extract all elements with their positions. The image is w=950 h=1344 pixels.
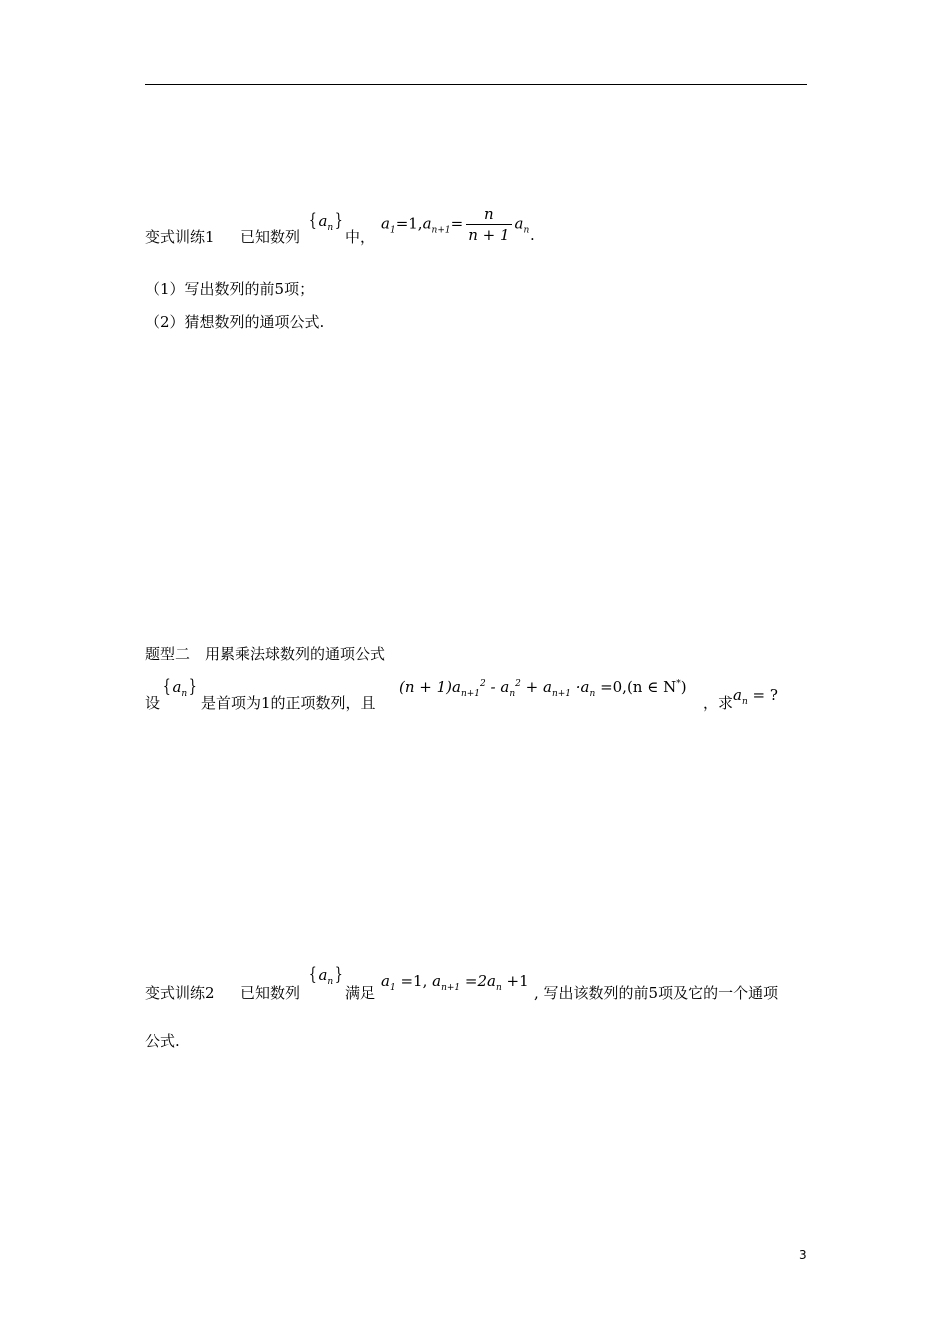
- exercise2-tail: , 写出该数列的前5项及它的一个通项: [534, 984, 779, 1002]
- section2-lead: 设: [145, 694, 161, 712]
- section2-ask-var: $a_n$ = ?: [733, 686, 778, 707]
- section2-title: 题型二 用累乘法球数列的通项公式: [145, 645, 386, 663]
- exercise2-lead: 已知数列: [240, 984, 301, 1002]
- exercise2-formula: $a_1 =1$, $a_{n+1} =2a_n +1$: [381, 972, 529, 993]
- exercise1-fraction: $\frac{n}{n + 1}$: [468, 205, 510, 244]
- page-number: 3: [799, 1248, 807, 1262]
- header-rule: [145, 84, 807, 85]
- exercise1-question1: （1）写出数列的前5项；: [145, 280, 315, 298]
- exercise1-end: .: [530, 226, 535, 244]
- section2-equation: $(n + 1)a_{n+1}^2 - a_n^2 + a_{n+1} \cdot a_n =0,(n$ ∈ N*): [399, 678, 687, 699]
- exercise1-sequence: { $a_n$}: [308, 210, 343, 233]
- exercise1-mid: 中，: [345, 228, 376, 246]
- section2-desc: 是首项为1的正项数列，且: [201, 694, 376, 712]
- exercise2-mid: 满足: [345, 984, 376, 1002]
- exercise1-formula: $a_1=1,a_{n+1}=$ $\frac{n}{n + 1}$ $a_n$: [381, 205, 530, 244]
- exercise1-question2: （2）猜想数列的通项公式.: [145, 313, 325, 331]
- exercise1-label: 变式训练1: [145, 228, 215, 246]
- section2-ask: ，求: [703, 694, 734, 712]
- exercise2-sequence: { $a_n$}: [308, 964, 343, 987]
- exercise1-lead: 已知数列: [240, 228, 301, 246]
- exercise2-line2: 公式.: [145, 1032, 180, 1050]
- section2-sequence: { $a_n$}: [162, 676, 197, 699]
- exercise2-label: 变式训练2: [145, 984, 215, 1002]
